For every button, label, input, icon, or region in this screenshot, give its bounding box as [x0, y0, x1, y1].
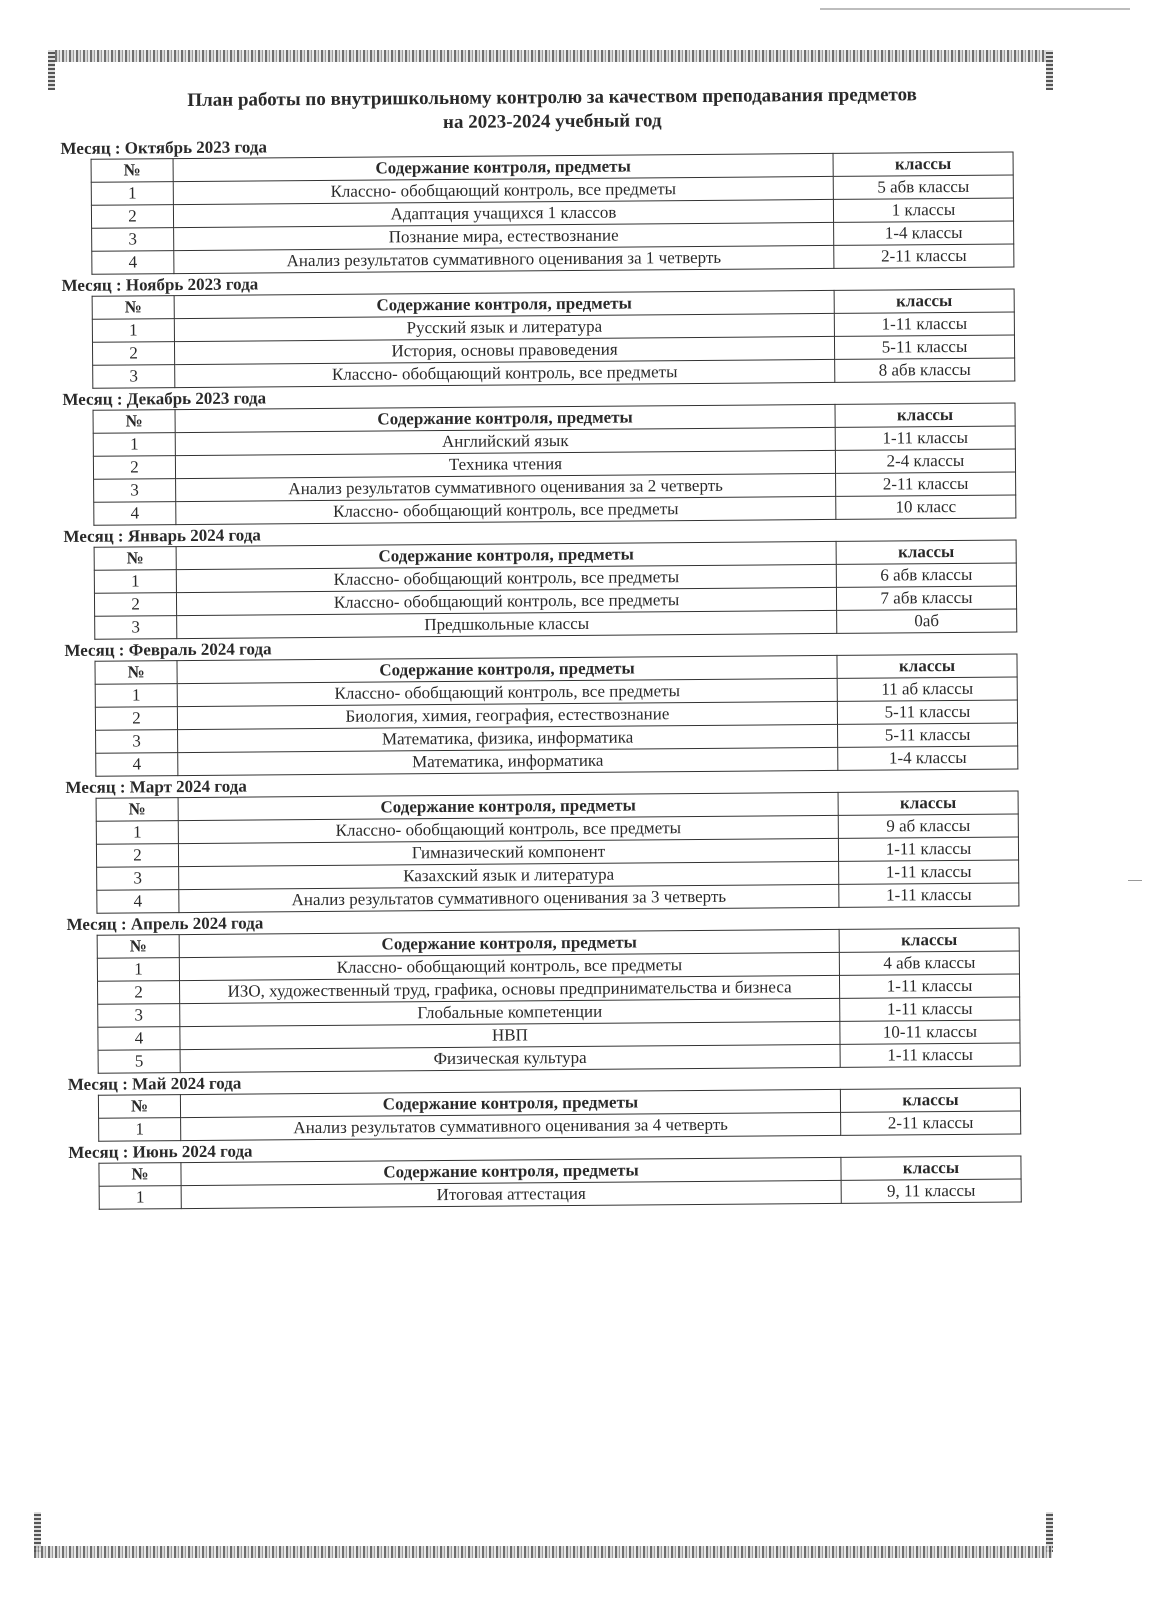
row-content: Математика, информатика	[178, 747, 838, 775]
frame-border-right	[1046, 50, 1053, 90]
row-number: 1	[91, 182, 173, 206]
row-number: 3	[93, 365, 175, 389]
row-number: 2	[95, 707, 177, 731]
row-classes: 9, 11 классы	[841, 1179, 1021, 1203]
row-content: Познание мира, естествознание	[174, 222, 834, 250]
row-number: 3	[94, 479, 176, 503]
row-content: Предшкольные классы	[177, 610, 837, 638]
row-number: 3	[92, 228, 174, 252]
header-classes: классы	[837, 654, 1017, 678]
row-number: 1	[99, 1118, 181, 1142]
header-content: Содержание контроля, предметы	[176, 541, 836, 569]
control-plan-table	[92, 289, 1016, 389]
row-content: Английский язык	[175, 427, 835, 455]
row-number: 4	[92, 251, 174, 275]
row-number: 3	[96, 730, 178, 754]
row-content: Классно- обобщающий контроль, все предметы	[173, 176, 833, 204]
header-classes: классы	[836, 540, 1016, 564]
header-number: №	[91, 159, 173, 183]
row-classes: 6 абв классы	[836, 563, 1016, 587]
row-classes: 1-11 классы	[840, 997, 1020, 1021]
month-heading: Месяц : Апрель 2024 года	[66, 913, 264, 934]
document-body	[60, 82, 1029, 1210]
header-classes: классы	[841, 1156, 1021, 1180]
month-heading: Месяц : Май 2024 года	[67, 1073, 242, 1094]
row-number: 4	[96, 753, 178, 777]
header-content: Содержание контроля, предметы	[180, 1089, 840, 1117]
row-number: 1	[96, 821, 178, 845]
row-classes: 5-11 классы	[834, 335, 1014, 359]
document-title	[60, 82, 1020, 138]
row-number: 1	[95, 684, 177, 708]
header-content: Содержание контроля, предметы	[174, 290, 834, 318]
row-classes: 1-11 классы	[839, 860, 1019, 884]
row-number: 2	[96, 844, 178, 868]
control-plan-table	[91, 152, 1015, 275]
row-content: Классно- обобщающий контроль, все предметы	[179, 952, 839, 980]
frame-border-top	[48, 50, 1050, 62]
row-classes: 5-11 классы	[837, 700, 1017, 724]
control-plan-table	[98, 1155, 1021, 1209]
header-classes: классы	[839, 928, 1019, 952]
row-number: 4	[98, 1027, 180, 1051]
header-number: №	[97, 935, 179, 959]
header-classes: классы	[833, 152, 1013, 176]
row-classes: 0аб	[837, 609, 1017, 633]
month-heading: Месяц : Март 2024 года	[65, 776, 247, 797]
row-classes: 10 класс	[836, 495, 1016, 519]
row-classes: 1-11 классы	[840, 1043, 1020, 1067]
header-classes: классы	[834, 289, 1014, 313]
frame-border-bottom	[34, 1546, 1052, 1558]
row-number: 1	[93, 433, 175, 457]
row-content: Классно- обобщающий контроль, все предметы	[176, 587, 836, 615]
row-classes: 1-11 классы	[839, 883, 1019, 907]
row-classes: 1 классы	[833, 198, 1013, 222]
month-heading: Месяц : Ноябрь 2023 года	[61, 274, 259, 295]
row-content: Классно- обобщающий контроль, все предметы	[176, 496, 836, 524]
row-content: Казахский язык и литература	[179, 861, 839, 889]
header-number: №	[93, 410, 175, 434]
row-content: Физическая культура	[180, 1044, 840, 1072]
row-classes: 11 аб классы	[837, 677, 1017, 701]
row-classes: 1-4 классы	[834, 221, 1014, 245]
control-plan-table	[94, 653, 1018, 776]
row-classes: 1-11 классы	[835, 426, 1015, 450]
month-heading: Месяц : Январь 2024 года	[63, 525, 261, 546]
header-number: №	[92, 296, 174, 320]
row-content: Итоговая аттестация	[181, 1180, 841, 1208]
header-number: №	[94, 547, 176, 571]
header-content: Содержание контроля, предметы	[181, 1157, 841, 1185]
row-content: Техника чтения	[175, 450, 835, 478]
control-plan-table	[97, 927, 1021, 1073]
month-heading: Месяц : Декабрь 2023 года	[62, 388, 267, 409]
title-line-1: План работы по внутришкольному контролю за качеством преподавания предметов	[187, 84, 917, 112]
header-number: №	[96, 798, 178, 822]
row-classes: 1-11 классы	[834, 312, 1014, 336]
scan-artifact	[820, 8, 1130, 10]
row-number: 2	[92, 342, 174, 366]
month-heading: Месяц : Октябрь 2023 года	[60, 137, 267, 158]
title-line-2: на 2023-2024 учебный год	[442, 110, 662, 133]
row-number: 3	[98, 1004, 180, 1028]
row-number: 2	[93, 456, 175, 480]
month-sections	[60, 130, 1028, 1210]
row-classes: 10-11 классы	[840, 1020, 1020, 1044]
header-content: Содержание контроля, предметы	[177, 655, 837, 683]
header-classes: классы	[838, 791, 1018, 815]
row-classes: 5 абв классы	[833, 175, 1013, 199]
row-number: 1	[94, 570, 176, 594]
header-number: №	[98, 1095, 180, 1119]
row-number: 2	[94, 593, 176, 617]
row-number: 4	[97, 890, 179, 914]
row-classes: 2-11 классы	[834, 244, 1014, 268]
row-number: 3	[95, 616, 177, 640]
row-classes: 1-11 классы	[838, 837, 1018, 861]
row-classes: 7 абв классы	[836, 586, 1016, 610]
header-number: №	[95, 661, 177, 685]
row-number: 1	[92, 319, 174, 343]
row-classes: 1-4 классы	[838, 746, 1018, 770]
row-content: Анализ результатов суммативного оценивания за 3 четверть	[179, 884, 839, 912]
row-number: 5	[98, 1050, 180, 1074]
header-content: Содержание контроля, предметы	[178, 792, 838, 820]
row-content: Анализ результатов суммативного оценивания за 4 четверть	[181, 1112, 841, 1140]
month-heading: Месяц : Февраль 2024 года	[64, 639, 272, 660]
row-classes: 9 аб классы	[838, 814, 1018, 838]
row-content: Биология, химия, география, естествознание	[177, 701, 837, 729]
row-classes: 5-11 классы	[838, 723, 1018, 747]
row-number: 1	[99, 1186, 181, 1210]
row-content: Анализ результатов суммативного оценивания за 1 четверть	[174, 245, 834, 273]
row-content: Адаптация учащихся 1 классов	[173, 199, 833, 227]
header-content: Содержание контроля, предметы	[173, 153, 833, 181]
row-content: Классно- обобщающий контроль, все предметы	[177, 678, 837, 706]
row-number: 4	[94, 502, 176, 526]
row-classes: 2-4 классы	[835, 449, 1015, 473]
row-content: ИЗО, художественный труд, графика, основы предпринимательства и бизнеса	[179, 975, 839, 1003]
row-classes: 1-11 классы	[839, 974, 1019, 998]
row-number: 1	[97, 958, 179, 982]
control-plan-table	[96, 790, 1020, 913]
header-content: Содержание контроля, предметы	[175, 404, 835, 432]
row-content: Русский язык и литература	[174, 313, 834, 341]
row-content: Классно- обобщающий контроль, все предметы	[176, 564, 836, 592]
row-number: 2	[91, 205, 173, 229]
header-classes: классы	[835, 403, 1015, 427]
row-content: Анализ результатов суммативного оценивания за 2 четверть	[176, 473, 836, 501]
header-classes: классы	[840, 1088, 1020, 1112]
row-content: Гимназический компонент	[178, 838, 838, 866]
row-content: НВП	[180, 1021, 840, 1049]
frame-border-left	[48, 50, 55, 90]
row-classes: 8 абв классы	[835, 358, 1015, 382]
row-content: Математика, физика, информатика	[178, 724, 838, 752]
row-classes: 2-11 классы	[841, 1111, 1021, 1135]
control-plan-table	[98, 1087, 1021, 1141]
control-plan-table	[93, 403, 1017, 526]
header-content: Содержание контроля, предметы	[179, 929, 839, 957]
row-content: Классно- обобщающий контроль, все предметы	[175, 359, 835, 387]
row-number: 2	[98, 981, 180, 1005]
control-plan-table	[94, 540, 1018, 640]
row-content: История, основы правоведения	[174, 336, 834, 364]
row-classes: 2-11 классы	[836, 472, 1016, 496]
row-classes: 4 абв классы	[839, 951, 1019, 975]
scan-artifact	[1128, 880, 1142, 881]
month-heading: Месяц : Июнь 2024 года	[68, 1141, 253, 1162]
row-number: 3	[97, 867, 179, 891]
row-content: Классно- обобщающий контроль, все предметы	[178, 815, 838, 843]
header-number: №	[99, 1163, 181, 1187]
row-content: Глобальные компетенции	[180, 998, 840, 1026]
